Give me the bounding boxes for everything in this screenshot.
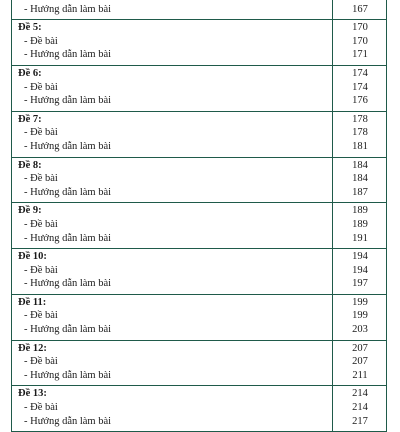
entry-page: 197 (352, 278, 368, 290)
entry-page: 207 (352, 356, 368, 368)
entry-label: - Đề bài (24, 218, 58, 230)
toc-group-de-10 (12, 249, 386, 295)
entry-page: 181 (352, 140, 368, 152)
table-of-contents (11, 0, 387, 432)
entry-page: 167 (352, 3, 368, 15)
toc-entry (12, 309, 386, 323)
entry-label: - Đề bài (24, 310, 58, 322)
toc-entry (12, 140, 386, 154)
entry-page: 187 (352, 186, 368, 198)
entry-page: 194 (352, 264, 368, 276)
toc-group-de-6 (12, 66, 386, 112)
entry-page: 217 (352, 415, 368, 427)
toc-entry (12, 218, 386, 232)
entry-label: - Hướng dẫn làm bài (24, 278, 112, 290)
toc-entry (12, 35, 386, 49)
toc-entry (12, 264, 386, 278)
entry-page: 176 (352, 95, 368, 107)
heading-page: 194 (352, 251, 368, 263)
heading-label: Đề 12: (18, 342, 47, 354)
toc-entry (12, 369, 386, 383)
toc-entry (12, 415, 386, 429)
toc-entry (12, 186, 386, 200)
heading-page: 214 (352, 388, 368, 400)
entry-page: 184 (352, 173, 368, 185)
heading-label: Đề 6: (18, 67, 42, 79)
entry-page: 171 (352, 49, 368, 61)
entry-label: - Hướng dẫn làm bài (24, 186, 112, 198)
toc-heading (12, 67, 386, 81)
entry-page: 189 (352, 218, 368, 230)
entry-label: - Hướng dẫn làm bài (24, 324, 112, 336)
entry-label: - Đề bài (24, 81, 58, 93)
toc-group-de-12 (12, 341, 386, 387)
entry-label: - Hướng dẫn làm bài (24, 140, 112, 152)
toc-entry (12, 3, 386, 17)
entry-label: - Đề bài (24, 264, 58, 276)
toc-heading (12, 342, 386, 356)
toc-entry (12, 277, 386, 291)
entry-label: - Hướng dẫn làm bài (24, 49, 112, 61)
toc-entry (12, 81, 386, 95)
toc-heading (12, 204, 386, 218)
toc-entry (12, 323, 386, 337)
toc-entry (12, 126, 386, 140)
entry-page: 174 (352, 81, 368, 93)
heading-label: Đề 7: (18, 113, 42, 125)
toc-heading (12, 250, 386, 264)
entry-label: - Đề bài (24, 35, 58, 47)
toc-group-de-7 (12, 112, 386, 158)
heading-label: Đề 10: (18, 251, 47, 263)
heading-page: 184 (352, 159, 368, 171)
entry-label: - Hướng dẫn làm bài (24, 369, 112, 381)
toc-heading (12, 296, 386, 310)
heading-label: Đề 9: (18, 205, 42, 217)
heading-page: 170 (352, 22, 368, 34)
toc-heading (12, 159, 386, 173)
toc-entry (12, 401, 386, 415)
entry-page: 214 (352, 402, 368, 414)
toc-heading (12, 21, 386, 35)
entry-label: - Hướng dẫn làm bài (24, 415, 112, 427)
toc-heading (12, 113, 386, 127)
toc-group-de-5 (12, 20, 386, 66)
toc-group-de-9 (12, 203, 386, 249)
entry-label: - Đề bài (24, 127, 58, 139)
heading-page: 199 (352, 296, 368, 308)
toc-group-de-8 (12, 158, 386, 204)
toc-group-continued (12, 0, 386, 20)
entry-label: - Hướng dẫn làm bài (24, 95, 112, 107)
toc-heading (12, 387, 386, 401)
entry-label: - Hướng dẫn làm bài (24, 3, 112, 15)
entry-label: - Hướng dẫn làm bài (24, 232, 112, 244)
toc-entry (12, 94, 386, 108)
heading-label: Đề 11: (18, 296, 47, 308)
toc-group-de-11 (12, 295, 386, 341)
entry-page: 203 (352, 324, 368, 336)
heading-label: Đề 5: (18, 22, 42, 34)
heading-label: Đề 13: (18, 388, 47, 400)
toc-entry (12, 232, 386, 246)
entry-page: 191 (352, 232, 368, 244)
entry-page: 178 (352, 127, 368, 139)
heading-page: 189 (352, 205, 368, 217)
heading-page: 178 (352, 113, 368, 125)
toc-group-de-13 (12, 386, 386, 431)
entry-page: 199 (352, 310, 368, 322)
entry-page: 211 (352, 369, 368, 381)
entry-label: - Đề bài (24, 356, 58, 368)
heading-page: 207 (352, 342, 368, 354)
toc-entry (12, 172, 386, 186)
toc-entry (12, 48, 386, 62)
entry-page: 170 (352, 35, 368, 47)
heading-page: 174 (352, 67, 368, 79)
entry-label: - Đề bài (24, 402, 58, 414)
heading-label: Đề 8: (18, 159, 42, 171)
toc-entry (12, 355, 386, 369)
entry-label: - Đề bài (24, 173, 58, 185)
